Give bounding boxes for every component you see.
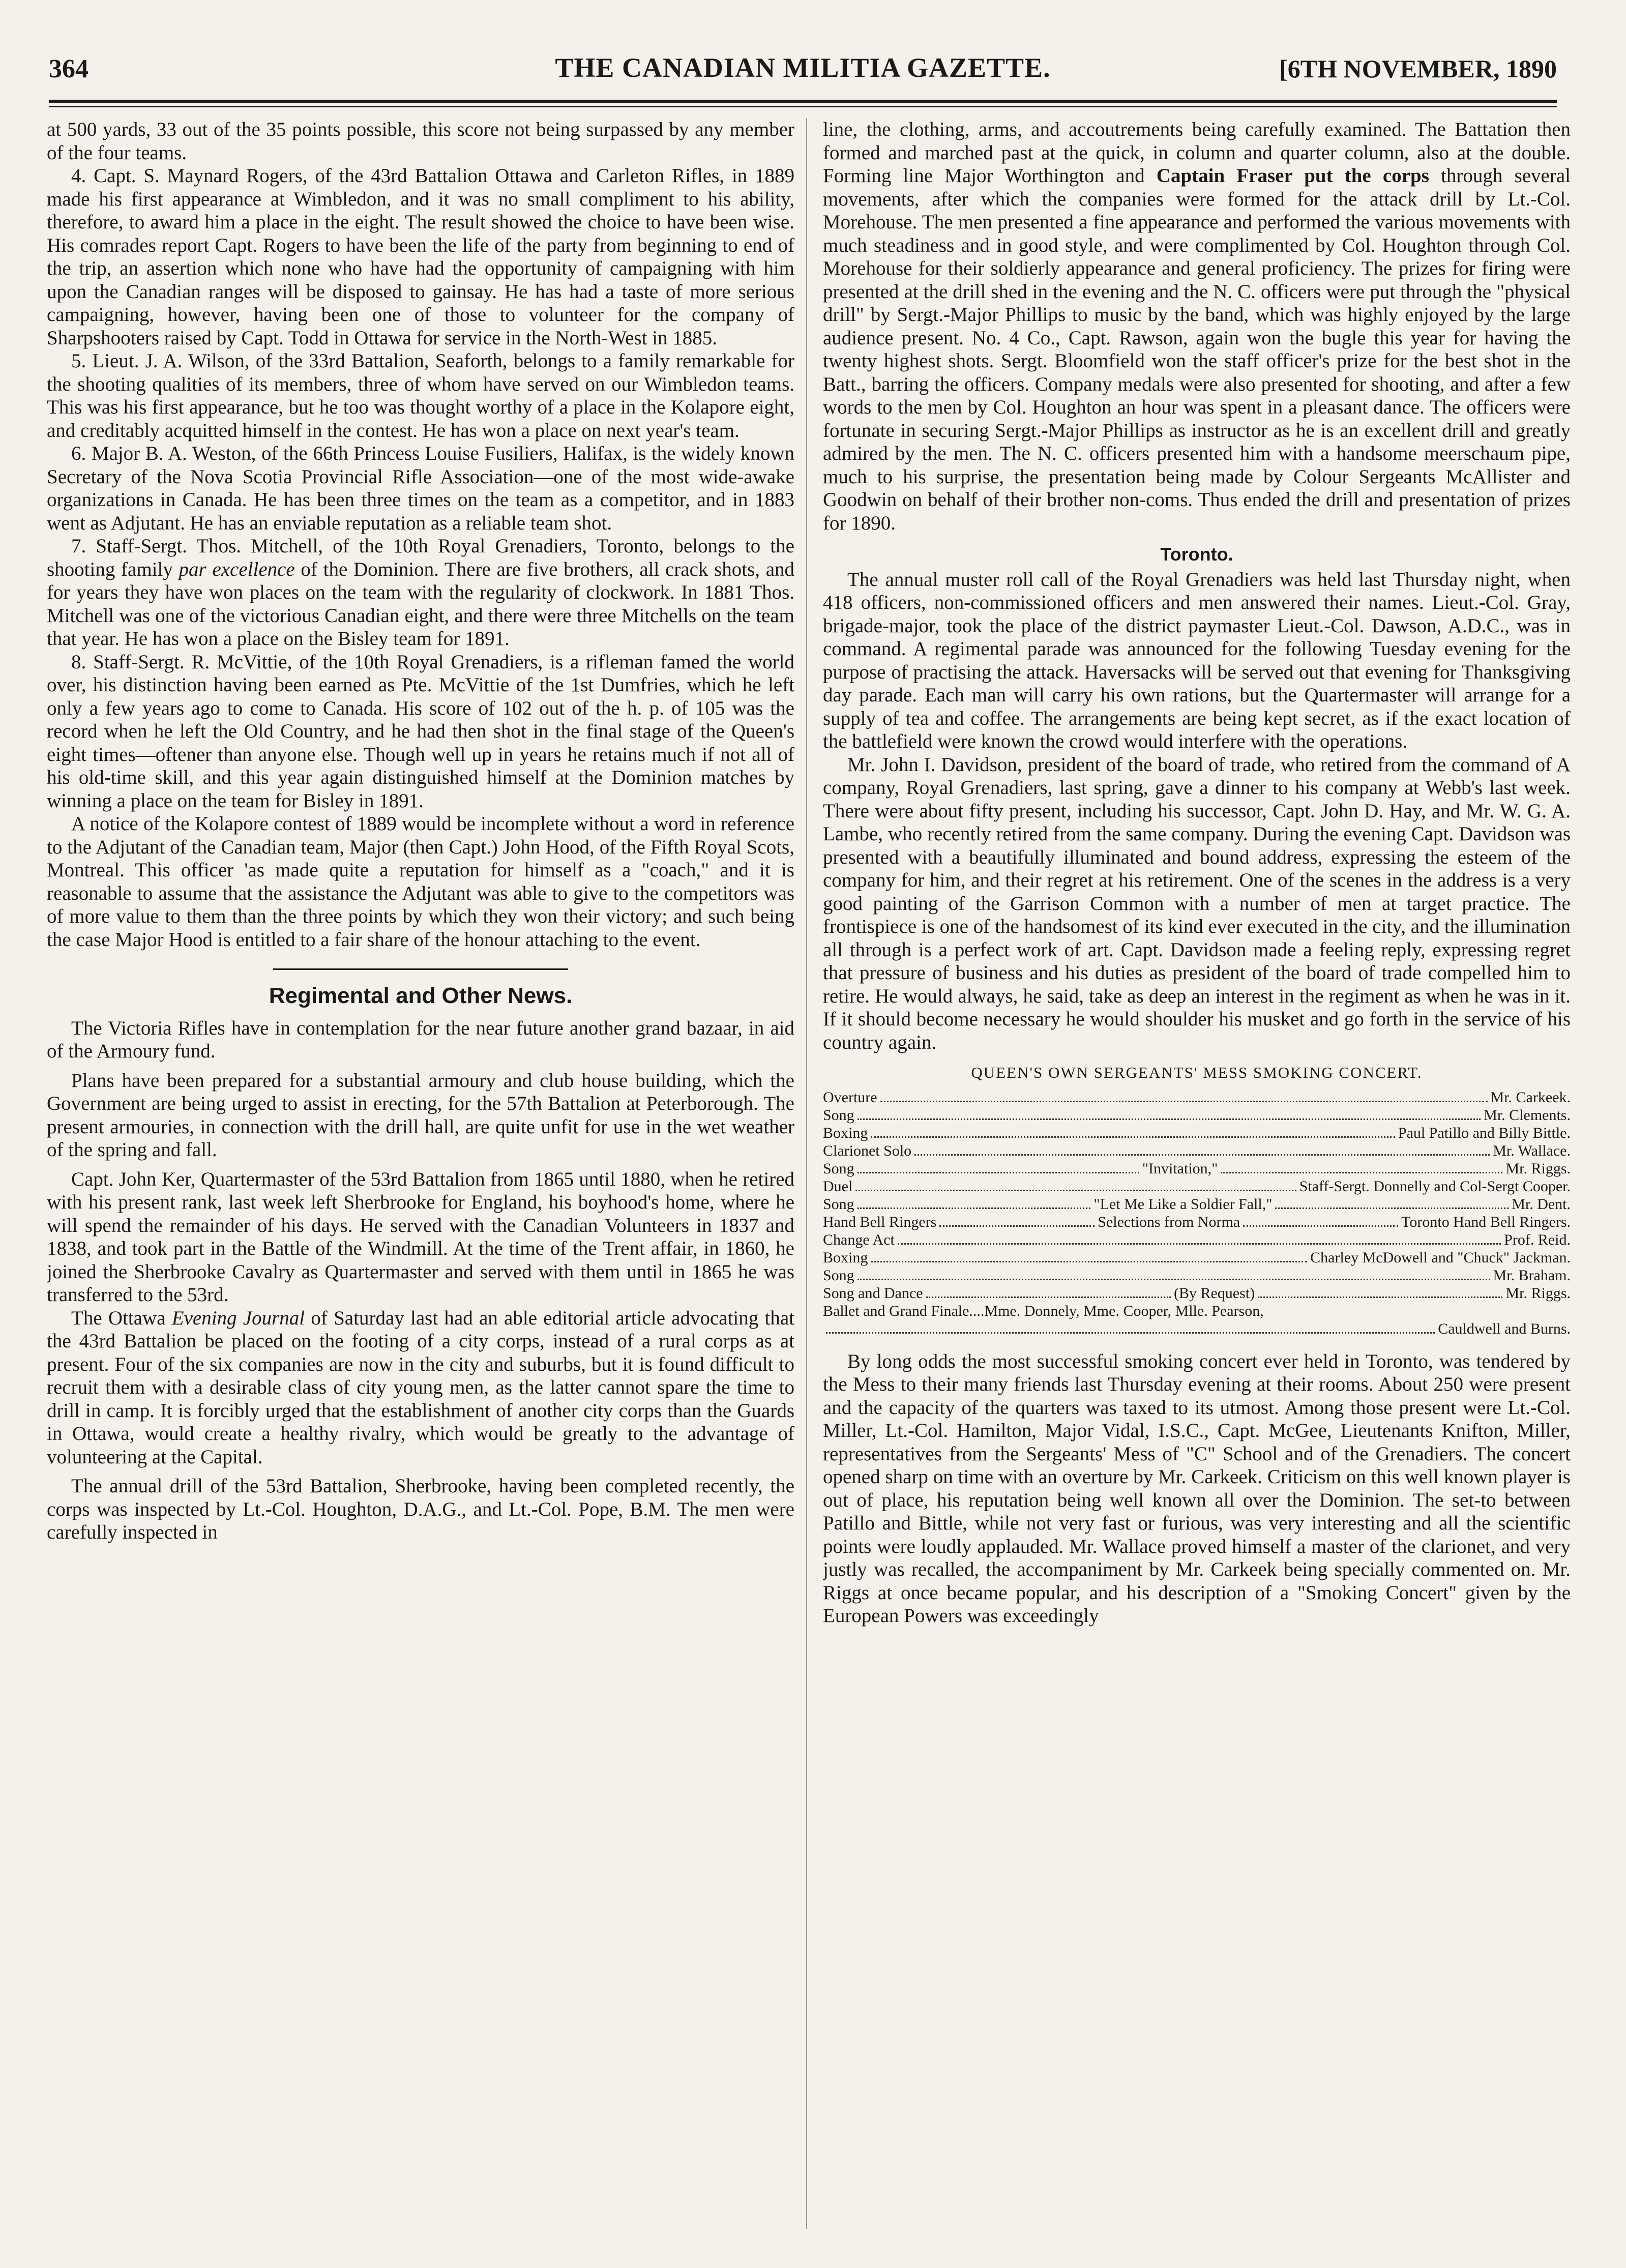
program-row [823, 1088, 1571, 1106]
text-run: line, the clothing, arms, and accoutrements being carefully examined. The Battation then formed and marched past at the quick, in column and quarter column, also at the double. Forming line Major Worthington and [823, 119, 1571, 187]
publication-title: THE CANADIAN MILITIA GAZETTE. [555, 52, 1051, 83]
text-run: The Ottawa [71, 1307, 172, 1329]
news-item [47, 1307, 794, 1469]
paragraph [47, 535, 794, 651]
leader-dots [914, 1154, 1490, 1156]
program-perf: Mr. Clements. [1484, 1106, 1571, 1124]
news-item: Capt. John Ker, Quartermaster of the 53rd Battalion from 1865 until 1880, when he retired with his present rank, last week left Sherbrooke for England, his boyhood's home, where he will spend the remainder of his days. He served with the Canadian Volunteers in 1837 and 1838, and took part in the Battle of the Windmill. At the time of the Trent affair, in 1860, he joined the Sherbrooke Cavalry as Quartermaster and served with them until in 1865 he was transferred to the 53rd. [47, 1168, 794, 1306]
program-item: Song and Dance [823, 1284, 923, 1302]
leader-dots [926, 1297, 1171, 1298]
program-item: Hand Bell Ringers [823, 1213, 937, 1230]
leader-dots [1221, 1172, 1502, 1173]
leader-dots [1258, 1297, 1502, 1298]
program-row [823, 1106, 1571, 1124]
leader-dots [1275, 1207, 1509, 1209]
header-rule-thick [49, 100, 1557, 103]
paragraph: 5. Lieut. J. A. Wilson, of the 33rd Battalion, Seaforth, belongs to a family remarkable for the shooting qualities of its members, three of whom have served on our Wimbledon teams. This was his first appearance, but he too was thought worthy of a place in the Kolapore eight, and creditably acquitted himself in the contest. He has won a place on next year's team. [47, 350, 794, 441]
issue-date: [6TH NOVEMBER, 1890 [1279, 54, 1557, 83]
program-perf: Mr. Wallace. [1493, 1142, 1571, 1159]
program-row [823, 1320, 1571, 1338]
program-row [823, 1213, 1571, 1231]
leader-dots [858, 1118, 1481, 1120]
program-row [823, 1160, 1571, 1177]
program-row [823, 1249, 1571, 1266]
leader-dots [855, 1190, 1296, 1191]
program-perf: Toronto Hand Bell Ringers. [1401, 1213, 1571, 1230]
text-run: 7. Staff-Sergt. Thos. Mitchell, of the 10th Royal Grenadiers, Toronto, belongs to the shooting family [47, 535, 794, 580]
section-divider [273, 968, 568, 970]
leader-dots [939, 1225, 1095, 1227]
leader-dots [880, 1101, 1488, 1102]
leader-dots [1243, 1225, 1398, 1227]
program-item: Clarionet Solo [823, 1142, 912, 1159]
program-item: Song [823, 1160, 854, 1177]
program-row [823, 1231, 1571, 1249]
program-perf: Paul Patillo and Billy Bittle. [1398, 1124, 1571, 1141]
paragraph: 6. Major B. A. Weston, of the 66th Princess Louise Fusiliers, Halifax, is the widely known Secretary of the Nova Scotia Provincial Rifle Association—one of the most wide-awake organizations in Canada. He has been three times on the team as a competitor, and in 1883 went as Adjutant. He has an enviable reputation as a reliable team shot. [47, 443, 794, 534]
program-perf: Mr. Braham. [1493, 1266, 1571, 1284]
leader-dots [858, 1207, 1091, 1209]
paragraph [823, 118, 1571, 535]
program-row [823, 1266, 1571, 1284]
program-item: Song [823, 1106, 854, 1124]
program-perf: Staff-Sergt. Donnelly and Col-Sergt Cooper. [1299, 1177, 1571, 1195]
program-item: Song [823, 1266, 854, 1284]
italic-text: Evening Journal [171, 1307, 305, 1329]
leader-dots [858, 1279, 1490, 1280]
page-header [49, 49, 1557, 95]
text-run: through several movements, after which the companies were formed for the attack drill by Lt.-Col. Morehouse. The men presented a fine appearance and performed the various movements with much steadiness and in good style, and were complimented by Col. Houghton through Col. Morehouse for their soldierly appearance and general proficiency. The prizes for firing were presented at the drill shed in the evening and the N. C. officers were put through the "physical drill" by Sergt.-Major Phillips to music by the band, which was highly enjoyed by the large audience present. No. 4 Co., Capt. Rawson, again won the bugle this year for having the twenty highest shots. Sergt. Bloomfield won the staff officer's prize for the best shot in the Batt., barring the officers. Company medals were also presented for shooting, and after a few words to the men by Col. Houghton an hour was spent in a pleasant dance. The officers were fortunate in securing Sergt.-Major Phillips as instructor as he is an excellent drill and greatly admired by the men. The N. C. officers presented him with a handsome meerschaum pipe, much to his surprise, the presentation being made by Colour Sergeants McAllister and Goodwin on behalf of their brother non-coms. Thus ended the drill and presentation of prizes for 1890. [823, 165, 1571, 534]
program-item: Change Act [823, 1231, 895, 1248]
program-perf: Cauldwell and Burns. [1438, 1320, 1571, 1337]
leader-dots [858, 1172, 1139, 1173]
concert-program [823, 1088, 1571, 1338]
paragraph: By long odds the most successful smoking concert ever held in Toronto, was tendered by the Mess to their many friends last Thursday evening at their rooms. About 250 were present and the capacity of the quarters was taxed to its utmost. Among those present were Lt.-Col. Miller, Lt.-Col. Hamilton, Major Vidal, I.S.C., Capt. McGee, Lieutenants Knifton, Miller, representatives from the Sergeants' Mess of "C" School and of the Grenadiers. The concert opened sharp on time with an overture by Mr. Carkeek. Criticism on this well known player is out of place, his reputation being well known all over the Dominion. The set-to between Patillo and Bittle, while not very fast or furious, was very interesting and all the scientific points were loudly applauded. Mr. Wallace proved himself a master of the clarionet, and very justly was recalled, the accompaniment by Mr. Carkeek being specially commented on. Mr. Riggs at once became popular, and his description of a "Smoking Concert" given by the European Powers was exceedingly [823, 1350, 1571, 1627]
subheading-toronto: Toronto. [1160, 544, 1233, 565]
program-title: QUEEN'S OWN SERGEANTS' MESS SMOKING CONCERT. [971, 1064, 1423, 1081]
left-column [47, 118, 794, 2229]
program-item: Song [823, 1195, 854, 1213]
program-item: Boxing [823, 1124, 868, 1141]
leader-dots [871, 1136, 1395, 1138]
program-row [823, 1302, 1571, 1320]
program-perf: Mr. Carkeek. [1490, 1088, 1571, 1106]
column-divider [806, 118, 807, 2229]
header-rule-thin [49, 106, 1557, 107]
paragraph: at 500 yards, 33 out of the 35 points possible, this score not being surpassed by any member of the four teams. [47, 119, 794, 164]
program-mid: "Invitation," [1142, 1160, 1218, 1177]
section-heading: Regimental and Other News. [269, 983, 573, 1008]
program-item: Duel [823, 1177, 853, 1195]
news-item: The annual drill of the 53rd Battalion, Sherbrooke, having been completed recently, the corps was inspected by Lt.-Col. Houghton, D.A.G., and Lt.-Col. Pope, B.M. The men were carefully inspected in [47, 1475, 794, 1543]
leader-dots [826, 1332, 1435, 1334]
program-row [823, 1195, 1571, 1213]
program-row [823, 1284, 1571, 1302]
text-run: of Saturday last had an able editorial article advocating that the 43rd Battalion be placed on the footing of a city corps, instead of a rural corps as at present. Four of the six companies are now in the city and suburbs, but it is found difficult to recruit them with a desirable class of city young men, as the latter cannot spare the time to drill in camp. It is forcibly urged that the establishment of another city corps than the Guards in Ottawa, would create a healthy rivalry, which would be greatly to the advantage of volunteering at the Capital. [47, 1307, 794, 1468]
paragraph: 4. Capt. S. Maynard Rogers, of the 43rd Battalion Ottawa and Carleton Rifles, in 1889 made his first appearance at Wimbledon, and it was no small compliment to his ability, therefore, to award him a place in the eight. The result showed the choice to have been wise. His comrades report Capt. Rogers to have been the life of the party from beginning to end of the trip, an assertion which none who have had the opportunity of campaigning with him upon the Canadian ranges will be disposed to gainsay. He has had a taste of more serious campaigning, however, having been one of those to volunteer for the company of Sharpshooters raised by Capt. Todd in Ottawa for service in the North-West in 1885. [47, 165, 794, 349]
paragraph: The annual muster roll call of the Royal Grenadiers was held last Thursday night, when 418 officers, non-commissioned officers and men answered their names. Lieut.-Col. Gray, brigade-major, took the place of the district paymaster Lieut.-Col. Dawson, A.D.C., was in command. A regimental parade was announced for the following Tuesday evening for the purpose of practising the attack. Haversacks will be served out that evening for Thanksgiving day parade. Each man will carry his own rations, but the Quartermaster will arrange for a supply of tea and coffee. The arrangements are being kept secret, as if the exact location of the battlefield were known the crowd would interfere with the operations. [823, 568, 1571, 752]
program-item: Ballet and Grand Finale....Mme. Donnely, Mme. Cooper, Mlle. Pearson, [823, 1302, 1264, 1319]
leader-dots [898, 1243, 1501, 1245]
paragraph: 8. Staff-Sergt. R. McVittie, of the 10th Royal Grenadiers, is a rifleman famed the world over, his distinction having been earned as Pte. McVittie of the 1st Dumfries, which he left only a few years ago to come to Canada. His score of 102 out of the h. p. of 105 was the record when he left the Old Country, and he had then shot in the final stage of the Queen's eight times—oftener than anyone else. Though well up in years he retains much if not all of his old-time skill, and this year again distinguished himself at the Dominion matches by winning a place on the team for Bisley in 1891. [47, 651, 794, 812]
program-perf: Prof. Reid. [1504, 1231, 1571, 1248]
italic-text: par excellence [179, 558, 295, 580]
news-item: The Victoria Rifles have in contemplation for the near future another grand bazaar, in aid of the Armoury fund. [47, 1017, 794, 1062]
program-mid: "Let Me Like a Soldier Fall," [1093, 1195, 1273, 1213]
program-row [823, 1177, 1571, 1195]
paragraph: Mr. John I. Davidson, president of the board of trade, who retired from the command of A company, Royal Grenadiers, last spring, gave a dinner to his company at Webb's last week. There were about fifty present, including his successor, Capt. John D. Hay, and Mr. W. G. A. Lambe, who recently retired from the same company. During the evening Capt. Davidson was presented with a beautifully illuminated and bound address, expressing the esteem of the company for him, and their regret at his retirement. One of the scenes in the address is a very good painting of the Garrison Common with a number of men at target practice. The frontispiece is one of the handsomest of its kind ever executed in the city, and the illumination all through is a perfect work of art. Capt. Davidson made a feeling reply, expressing regret that pressure of business and his duties as president of the board of trade compelled him to retire. He would always, he said, take as deep an interest in the regiment as when he was in it. If it should become necessary he would shoulder his musket and go forth in the service of his country again. [823, 753, 1571, 1053]
leader-dots [871, 1261, 1307, 1262]
program-mid: (By Request) [1173, 1284, 1255, 1302]
paragraph: A notice of the Kolapore contest of 1889 would be incomplete without a word in reference to the Adjutant of the Canadian team, Major (then Capt.) John Hood, of the Fifth Royal Scots, Montreal. This officer 'as made quite a reputation for himself as a "coach," and it is reasonable to assume that the assistance the Adjutant was able to give to the competitors was of more value to them than the three points by which they won their victory; and such being the case Major Hood is entitled to a fair share of the honour attaching to the event. [47, 813, 794, 951]
bold-text: Captain Fraser put the corps [1156, 165, 1429, 187]
program-row [823, 1142, 1571, 1160]
right-column [823, 118, 1571, 2229]
program-item: Boxing [823, 1249, 868, 1266]
program-perf: Mr. Riggs. [1505, 1284, 1571, 1302]
text-run: of the Dominion. There are five brothers, all crack shots, and for years they have won places on the team with the regularity of clockwork. In 1881 Thos. Mitchell was one of the victorious Canadian eight, and there were three Mitchells on the team that year. He has won a place on the Bisley team for 1891. [47, 558, 794, 650]
program-mid: Selections from Norma [1098, 1213, 1240, 1230]
program-perf: Mr. Riggs. [1505, 1160, 1571, 1177]
program-perf: Mr. Dent. [1512, 1195, 1571, 1213]
program-item: Overture [823, 1088, 877, 1106]
program-perf: Charley McDowell and "Chuck" Jackman. [1310, 1249, 1571, 1266]
program-row [823, 1124, 1571, 1142]
news-item: Plans have been prepared for a substantial armoury and club house building, which the Government are being urged to assist in erecting, for the 57th Battalion at Peterborough. The present armouries, in connection with the drill hall, are quite unfit for use in the wet weather of the spring and fall. [47, 1069, 794, 1161]
page-number: 364 [49, 54, 88, 83]
